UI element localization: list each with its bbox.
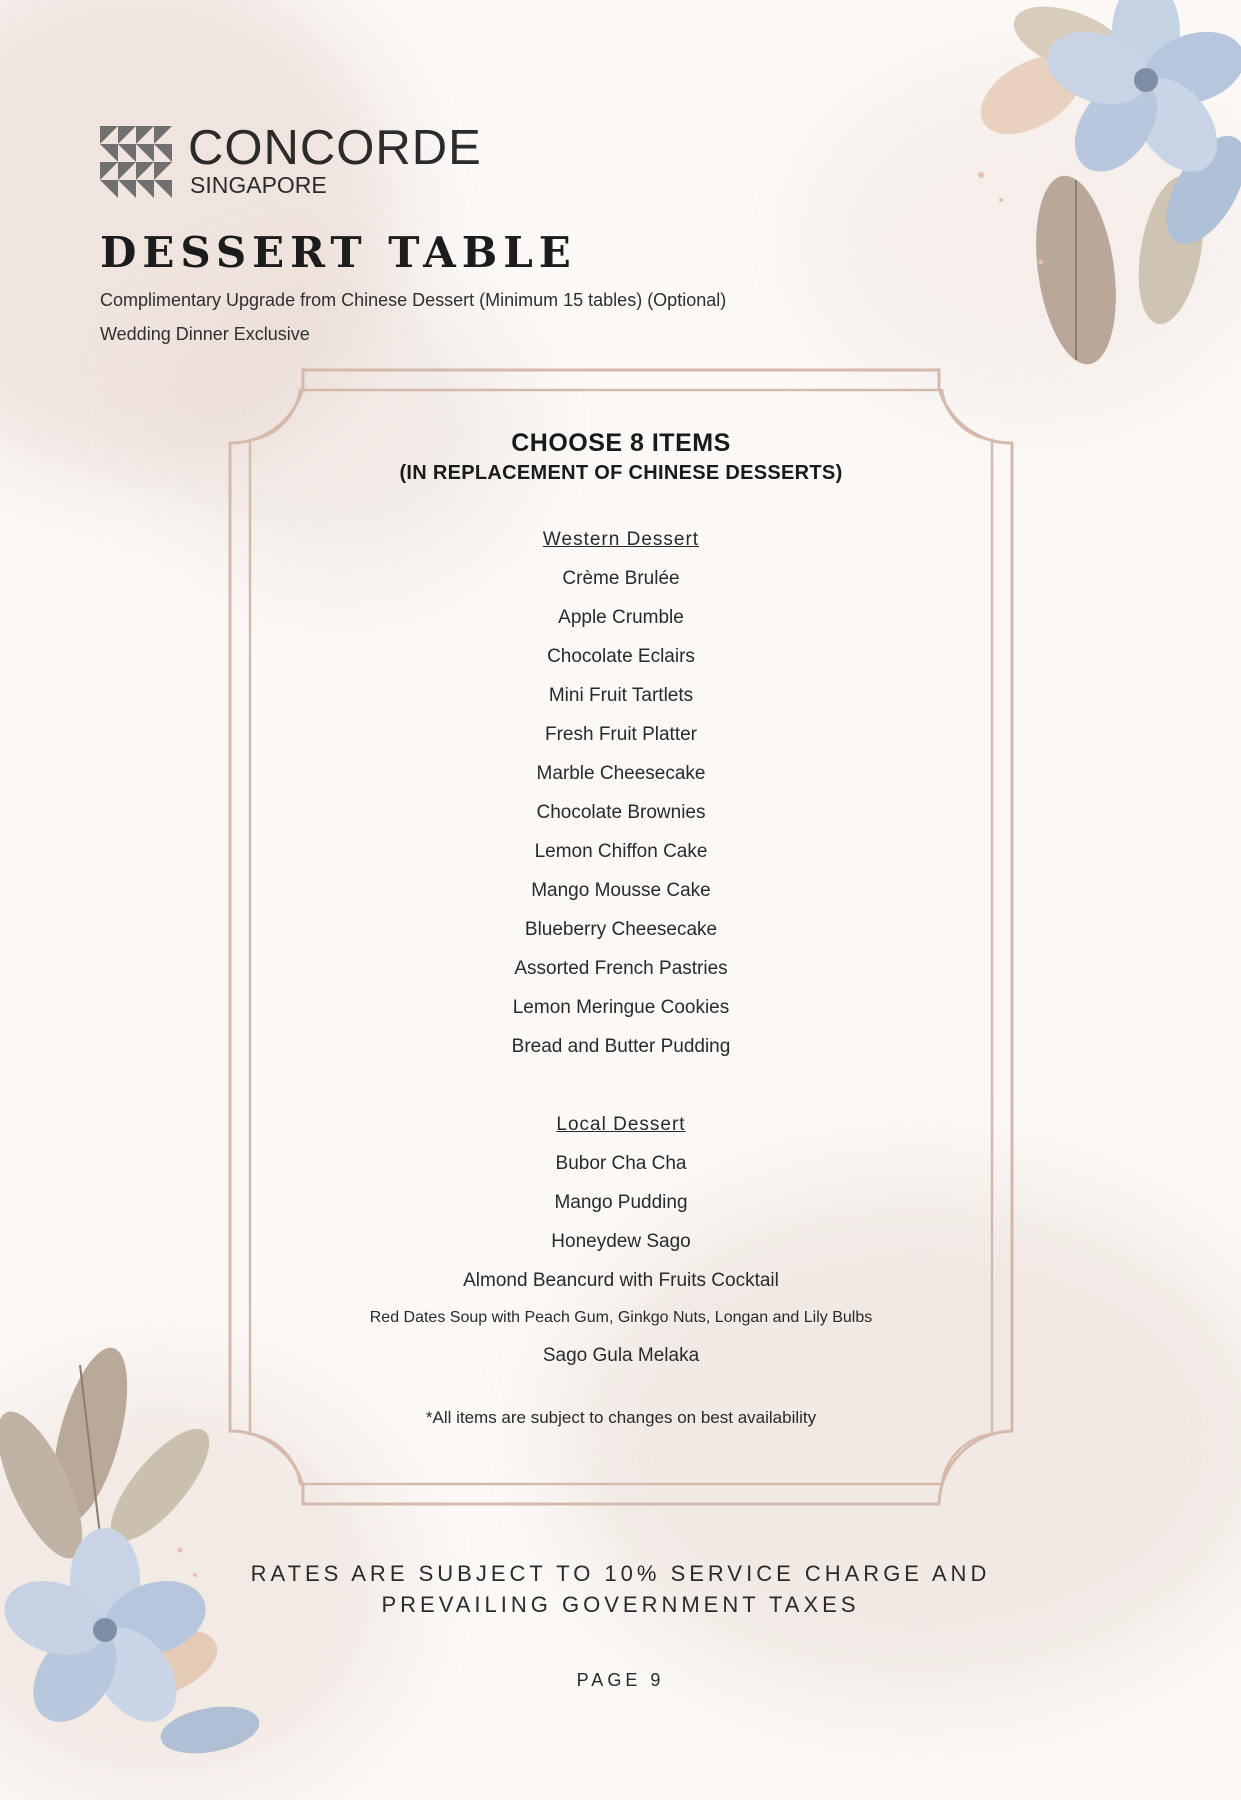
concorde-logo [100, 122, 520, 202]
brand-location: SINGAPORE [190, 172, 327, 198]
list-item: Crème Brulée [562, 568, 680, 589]
list-item: Bread and Butter Pudding [511, 1036, 731, 1057]
subtitle-upgrade: Complimentary Upgrade from Chinese Dessert (Minimum 15 tables) (Optional) [100, 290, 727, 310]
list-item: Mango Mousse Cake [531, 880, 711, 901]
section-title-local: Local Dessert [556, 1114, 686, 1135]
menu-content [240, 426, 1002, 1431]
list-item: Apple Crumble [558, 607, 684, 628]
list-item: Mango Pudding [554, 1192, 688, 1213]
list-item: Mini Fruit Tartlets [548, 685, 694, 706]
list-item: Red Dates Soup with Peach Gum, Ginkgo Nuts, Longan and Lily Bulbs [369, 1309, 873, 1326]
list-item: Chocolate Eclairs [547, 646, 695, 667]
menu-subheading: (IN REPLACEMENT OF CHINESE DESSERTS) [399, 462, 843, 484]
floral-decoration-top-right [941, 0, 1241, 400]
floral-decoration-bottom-left [0, 1335, 260, 1755]
page-number: PAGE 9 [576, 1670, 665, 1690]
list-item: Lemon Meringue Cookies [512, 997, 730, 1018]
rates-line-1: RATES ARE SUBJECT TO 10% SERVICE CHARGE AND [250, 1561, 991, 1586]
section-title-western: Western Dessert [542, 529, 700, 550]
page-title: DESSERT TABLE [100, 228, 577, 277]
list-item: Honeydew Sago [551, 1231, 691, 1252]
list-item: Fresh Fruit Platter [544, 724, 698, 745]
rates-line-2: PREVAILING GOVERNMENT TAXES [381, 1592, 860, 1617]
list-item: Blueberry Cheesecake [524, 919, 718, 940]
list-item: Marble Cheesecake [536, 763, 706, 784]
list-item: Bubor Cha Cha [555, 1153, 687, 1174]
availability-note: *All items are subject to changes on best availability [425, 1408, 817, 1427]
list-item: Assorted French Pastries [514, 958, 728, 979]
list-item: Chocolate Brownies [536, 802, 706, 823]
list-item: Lemon Chiffon Cake [534, 841, 708, 862]
menu-heading: CHOOSE 8 ITEMS [511, 429, 731, 457]
list-item: Sago Gula Melaka [542, 1345, 700, 1366]
brand-name: CONCORDE [188, 121, 482, 175]
subtitle-exclusive: Wedding Dinner Exclusive [100, 324, 310, 344]
rates-notice [0, 1558, 1241, 1620]
list-item: Almond Beancurd with Fruits Cocktail [463, 1270, 779, 1291]
logo-triangle-mark [100, 126, 174, 198]
